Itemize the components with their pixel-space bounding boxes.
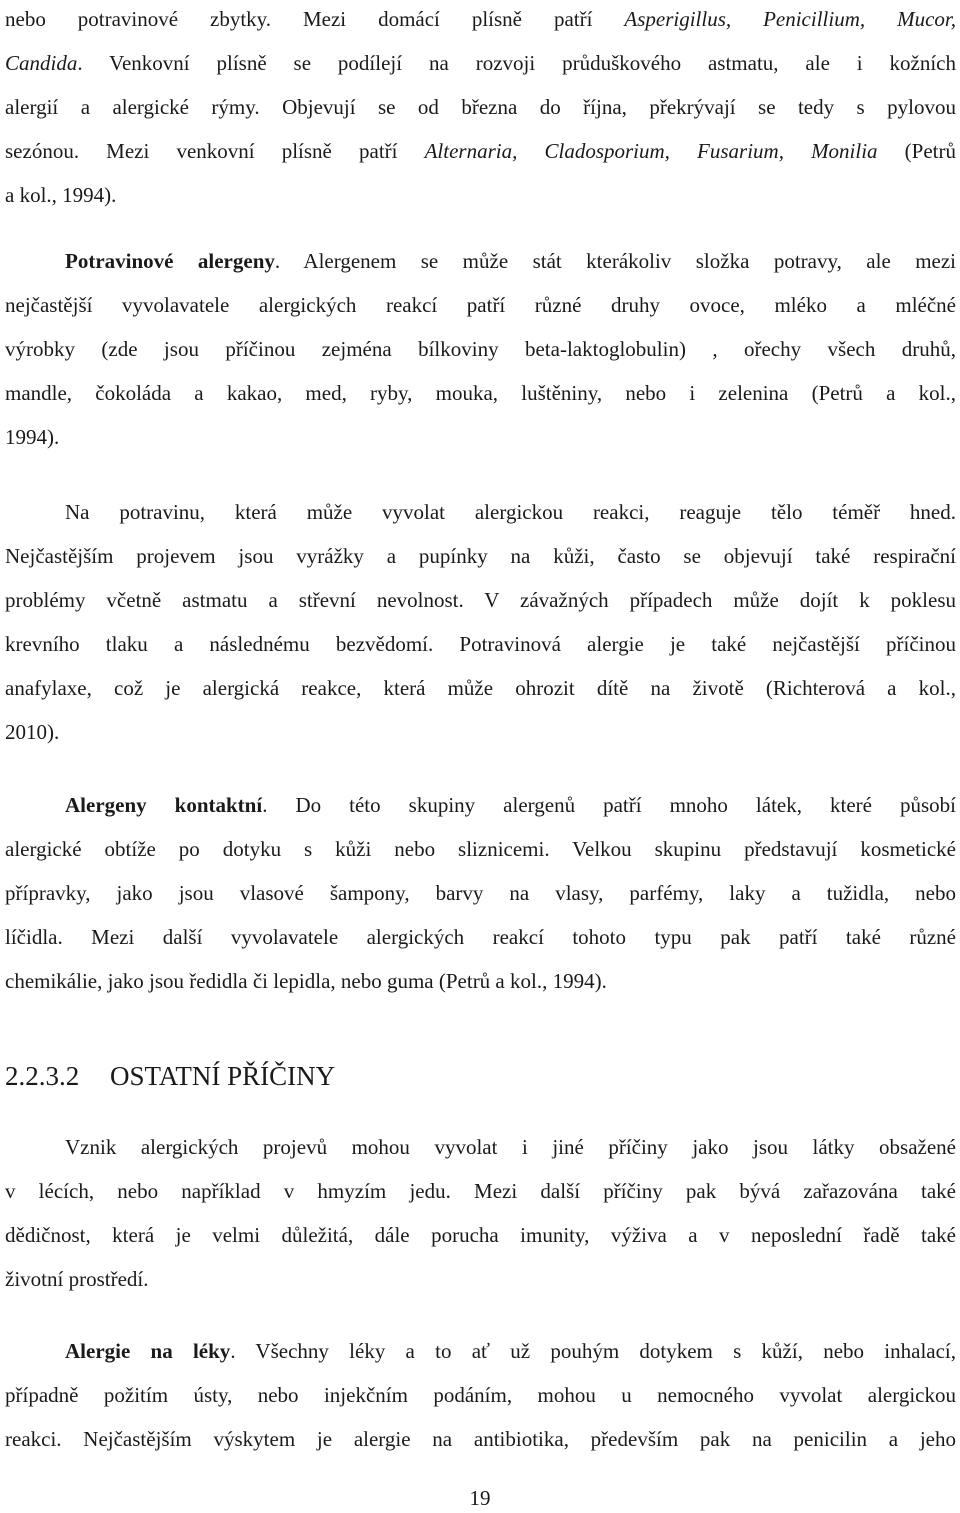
paragraph-contact-allergens	[5, 783, 956, 1003]
text-line: Vznik alergických projevů mohou vyvolat i jiné příčiny jako jsou látky obsažené	[65, 1135, 956, 1159]
text-line: 2010).	[5, 720, 60, 744]
text-line: a kol., 1994).	[5, 183, 117, 207]
run-in-heading: Alergie na léky	[65, 1339, 231, 1363]
text-line: alergické obtíže po dotyku s kůži nebo sliznicemi. Velkou skupinu představují kosmetické	[5, 837, 956, 861]
text-line: dědičnost, která je velmi důležitá, dále porucha imunity, výživa a v neposlední řadě také	[5, 1223, 956, 1247]
section-number: 2.2.3.2	[5, 1061, 80, 1091]
text-line: nebo potravinové zbytky. Mezi domácí plísně patří Asperigillus, Penicillium, Mucor,	[5, 7, 956, 31]
text-line: Candida. Venkovní plísně se podílejí na rozvoji průduškového astmatu, ale i kožních	[5, 51, 956, 75]
text-line: přípravky, jako jsou vlasové šampony, barvy na vlasy, parfémy, laky a tužidla, nebo	[5, 881, 956, 905]
text-line: Potravinové alergeny. Alergenem se může stát kterákoliv složka potravy, ale mezi	[65, 249, 956, 273]
text-line: chemikálie, jako jsou ředidla či lepidla, nebo guma (Petrů a kol., 1994).	[5, 969, 607, 993]
paragraph-molds	[5, 0, 956, 217]
paragraph-drug-allergies	[5, 1329, 956, 1461]
text-line: v lécích, nebo například v hmyzím jedu. Mezi další příčiny pak bývá zařazována také	[5, 1179, 956, 1203]
paragraph-food-allergens	[5, 239, 956, 459]
text-line: 1994).	[5, 425, 60, 449]
text-line: reakci. Nejčastějším výskytem je alergie na antibiotika, především pak na penicilin a jeho	[5, 1427, 956, 1451]
text-line: problémy včetně astmatu a střevní nevolnost. V závažných případech může dojít k poklesu	[5, 588, 956, 612]
text-line: Nejčastějším projevem jsou vyrážky a pupínky na kůži, často se objevují také respirační	[5, 544, 956, 568]
paragraph-other-causes	[5, 1125, 956, 1301]
text-line: nejčastější vyvolavatele alergických reakcí patří různé druhy ovoce, mléko a mléčné	[5, 293, 956, 317]
text-line: Na potravinu, která může vyvolat alergickou reakci, reaguje tělo téměř hned.	[65, 500, 956, 524]
text-line: alergií a alergické rýmy. Objevují se od března do října, překrývají se tedy s pylovou	[5, 95, 956, 119]
section-heading	[5, 1054, 335, 1098]
run-in-heading: Alergeny kontaktní	[65, 793, 263, 817]
run-in-heading: Potravinové alergeny	[65, 249, 275, 273]
page-number: 19	[469, 1486, 491, 1510]
text-line: případně požitím ústy, nebo injekčním podáním, mohou u nemocného vyvolat alergickou	[5, 1383, 956, 1407]
text-line: Alergeny kontaktní. Do této skupiny alergenů patří mnoho látek, které působí	[65, 793, 956, 817]
text-line: Alergie na léky. Všechny léky a to ať už pouhým dotykem s kůží, nebo inhalací,	[65, 1339, 956, 1363]
text-line: anafylaxe, což je alergická reakce, která může ohrozit dítě na životě (Richterová a kol.,	[5, 676, 956, 700]
paragraph-food-reactions	[5, 490, 956, 754]
text-line: krevního tlaku a následnému bezvědomí. Potravinová alergie je také nejčastější příčinou	[5, 632, 956, 656]
text-line: mandle, čokoláda a kakao, med, ryby, mouka, luštěniny, nebo i zelenina (Petrů a kol.,	[5, 381, 956, 405]
text-line: líčidla. Mezi další vyvolavatele alergických reakcí tohoto typu pak patří také různé	[5, 925, 956, 949]
text-line: životní prostředí.	[5, 1267, 149, 1291]
text-line: výrobky (zde jsou příčinou zejména bílkoviny beta-laktoglobulin) , ořechy všech druhů,	[5, 337, 956, 361]
section-title: OSTATNÍ PŘÍČINY	[110, 1061, 336, 1091]
text-line: sezónou. Mezi venkovní plísně patří Alternaria, Cladosporium, Fusarium, Monilia (Petrů	[5, 139, 956, 163]
